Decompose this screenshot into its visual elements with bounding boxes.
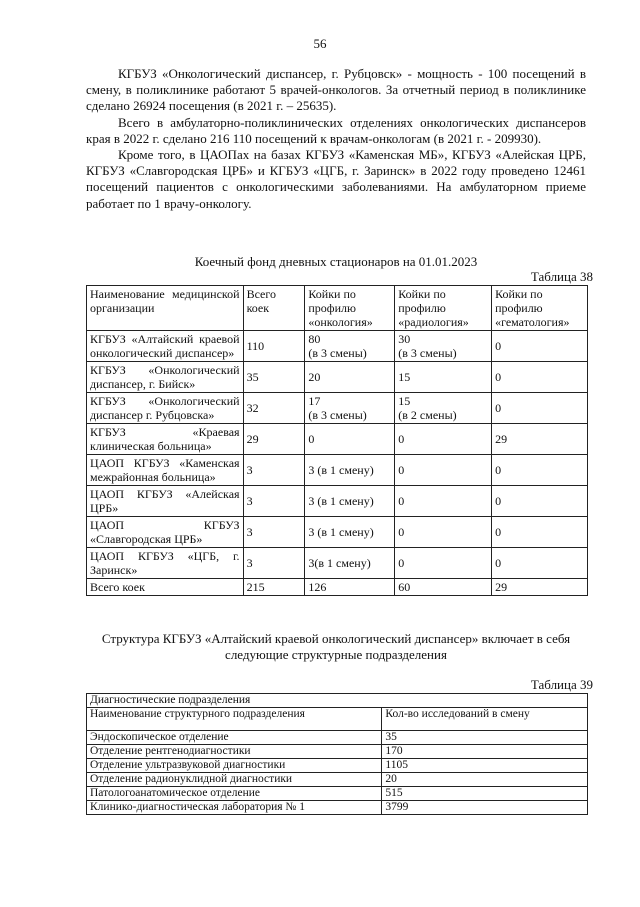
table38-row [87,424,588,455]
table39-section: Диагностические подразделения [87,694,588,708]
table38-header-name: Наименование медицинской организации [87,286,244,331]
table38-cell-rad: 0 [395,517,492,548]
table38-caption: Коечный фонд дневных стационаров на 01.01.2023 [194,254,478,269]
table38-cell-name: ЦАОП КГБУЗ «Каменская межрайонная больница» [87,455,244,486]
table38-cell-name: КГБУЗ «Алтайский краевой онкологический диспансер» [87,331,244,362]
table38-cell-total: 3 [243,517,305,548]
table38-cell-onc: 17 (в 3 смены) [305,393,395,424]
table39-body [87,694,588,815]
table39-cell-name: Патологоанатомическое отделение [87,787,382,801]
table38-cell-name: КГБУЗ «Онкологический диспансер г. Рубцовска» [87,393,244,424]
table39-row [87,731,588,745]
body-text [86,66,586,212]
paragraph-2: Всего в амбулаторно-поликлинических отделениях онкологических диспансеров края в 2022 г. сделано 216 110 посещений к врачам-онкологам (в 2021 г. - 209930). [86,114,586,146]
table38-cell-rad: 15 (в 2 смены) [395,393,492,424]
table38-cell-total: 35 [243,362,305,393]
table38-row [87,548,588,579]
table38-cell-onc: 126 [305,579,395,596]
table39-cell-value: 35 [382,731,588,745]
table39-row [87,745,588,759]
table38-cell-name: ЦАОП КГБУЗ «ЦГБ, г. Заринск» [87,548,244,579]
table38-cell-total: 3 [243,486,305,517]
table39-label: Таблица 39 [530,677,593,692]
table39-cell-value: 515 [382,787,588,801]
table39-row [87,759,588,773]
table38-cell-rad: 60 [395,579,492,596]
table38-row [87,362,588,393]
table38-cell-rad: 0 [395,455,492,486]
table39-cell-name: Отделение рентгенодиагностики [87,745,382,759]
table38-header-onc: Койки по профилю «онкология» [305,286,395,331]
table38-cell-rad: 0 [395,548,492,579]
table38-cell-total: 3 [243,455,305,486]
table39-cell-name: Отделение ультразвуковой диагностики [87,759,382,773]
table38-cell-name: ЦАОП КГБУЗ «Алейская ЦРБ» [87,486,244,517]
table38-row [87,455,588,486]
table38-row [87,579,588,596]
table38-cell-onc: 20 [305,362,395,393]
table38-row [87,517,588,548]
table38-body [87,331,588,596]
page-number: 56 [313,36,327,51]
table38-cell-rad: 15 [395,362,492,393]
table39-cell-value: 1105 [382,759,588,773]
table39-cell-value: 20 [382,773,588,787]
table38-row [87,331,588,362]
table38-cell-rad: 30 (в 3 смены) [395,331,492,362]
table39-row [87,801,588,815]
table38-cell-total: 215 [243,579,305,596]
table39-cell-name: Отделение радионуклидной диагностики [87,773,382,787]
table38-cell-hem: 0 [492,455,588,486]
table38-header-row [87,286,588,331]
table38-cell-total: 32 [243,393,305,424]
table38-cell-total: 29 [243,424,305,455]
table39-header-row [87,708,588,731]
table38-cell-onc: 3 (в 1 смену) [305,517,395,548]
table38-header-rad: Койки по профилю «радиология» [395,286,492,331]
table39-cell-name: Клинико-диагностическая лаборатория № 1 [87,801,382,815]
table38-cell-hem: 0 [492,331,588,362]
table38-cell-rad: 0 [395,486,492,517]
table38-cell-onc: 3 (в 1 смену) [305,486,395,517]
table39-cell-value: 3799 [382,801,588,815]
table38-cell-total: 3 [243,548,305,579]
table38-cell-name: Всего коек [87,579,244,596]
table38-cell-hem: 29 [492,579,588,596]
paragraph-1: КГБУЗ «Онкологический диспансер, г. Рубцовск» - мощность - 100 посещений в смену, в поликлинике работают 5 врачей-онкологов. За отчетный период в поликлинике сделано 26924 посещения (в 2021 г. – 25635). [86,66,586,114]
table38-cell-hem: 0 [492,517,588,548]
table38-cell-name: КГБУЗ «Онкологический диспансер, г. Бийск» [87,362,244,393]
table38-row [87,486,588,517]
table38-cell-name: ЦАОП КГБУЗ «Славгородская ЦРБ» [87,517,244,548]
table38-cell-hem: 0 [492,548,588,579]
paragraph-3: Кроме того, в ЦАОПах на базах КГБУЗ «Каменская МБ», КГБУЗ «Алейская ЦРБ, КГБУЗ «Славгородская ЦРБ» и КГБУЗ «ЦГБ, г. Заринск» в 2022 году проведено 12461 посещений пациентов с онкологическими заболеваниями. На амбулаторном приеме работает по 1 врачу-онкологу. [86,147,586,211]
table39-cell-value: 170 [382,745,588,759]
table38-header-hem: Койки по профилю «гематология» [492,286,588,331]
table38-cell-onc: 0 [305,424,395,455]
table38-cell-hem: 0 [492,393,588,424]
table39-header-name: Наименование структурного подразделения [87,708,382,731]
table39-row [87,773,588,787]
table-39 [86,693,588,815]
table38-cell-hem: 0 [492,362,588,393]
table39-header-value: Кол-во исследований в смену [382,708,588,731]
table38-cell-total: 110 [243,331,305,362]
table38-cell-hem: 0 [492,486,588,517]
table38-cell-onc: 80 (в 3 смены) [305,331,395,362]
table38-cell-name: КГБУЗ «Краевая клиническая больница» [87,424,244,455]
table38-cell-onc: 3(в 1 смену) [305,548,395,579]
table39-section-row [87,694,588,708]
table38-cell-rad: 0 [395,424,492,455]
table38-label: Таблица 38 [530,269,593,284]
table38-header-total: Всего коек [243,286,305,331]
table-38 [86,285,588,596]
table38-cell-hem: 29 [492,424,588,455]
table38-row [87,393,588,424]
table39-row [87,787,588,801]
table38-cell-onc: 3 (в 1 смену) [305,455,395,486]
structure-caption: Структура КГБУЗ «Алтайский краевой онкологический диспансер» включает в себя следующие структурные подразделения [101,631,571,662]
table39-cell-name: Эндоскопическое отделение [87,731,382,745]
